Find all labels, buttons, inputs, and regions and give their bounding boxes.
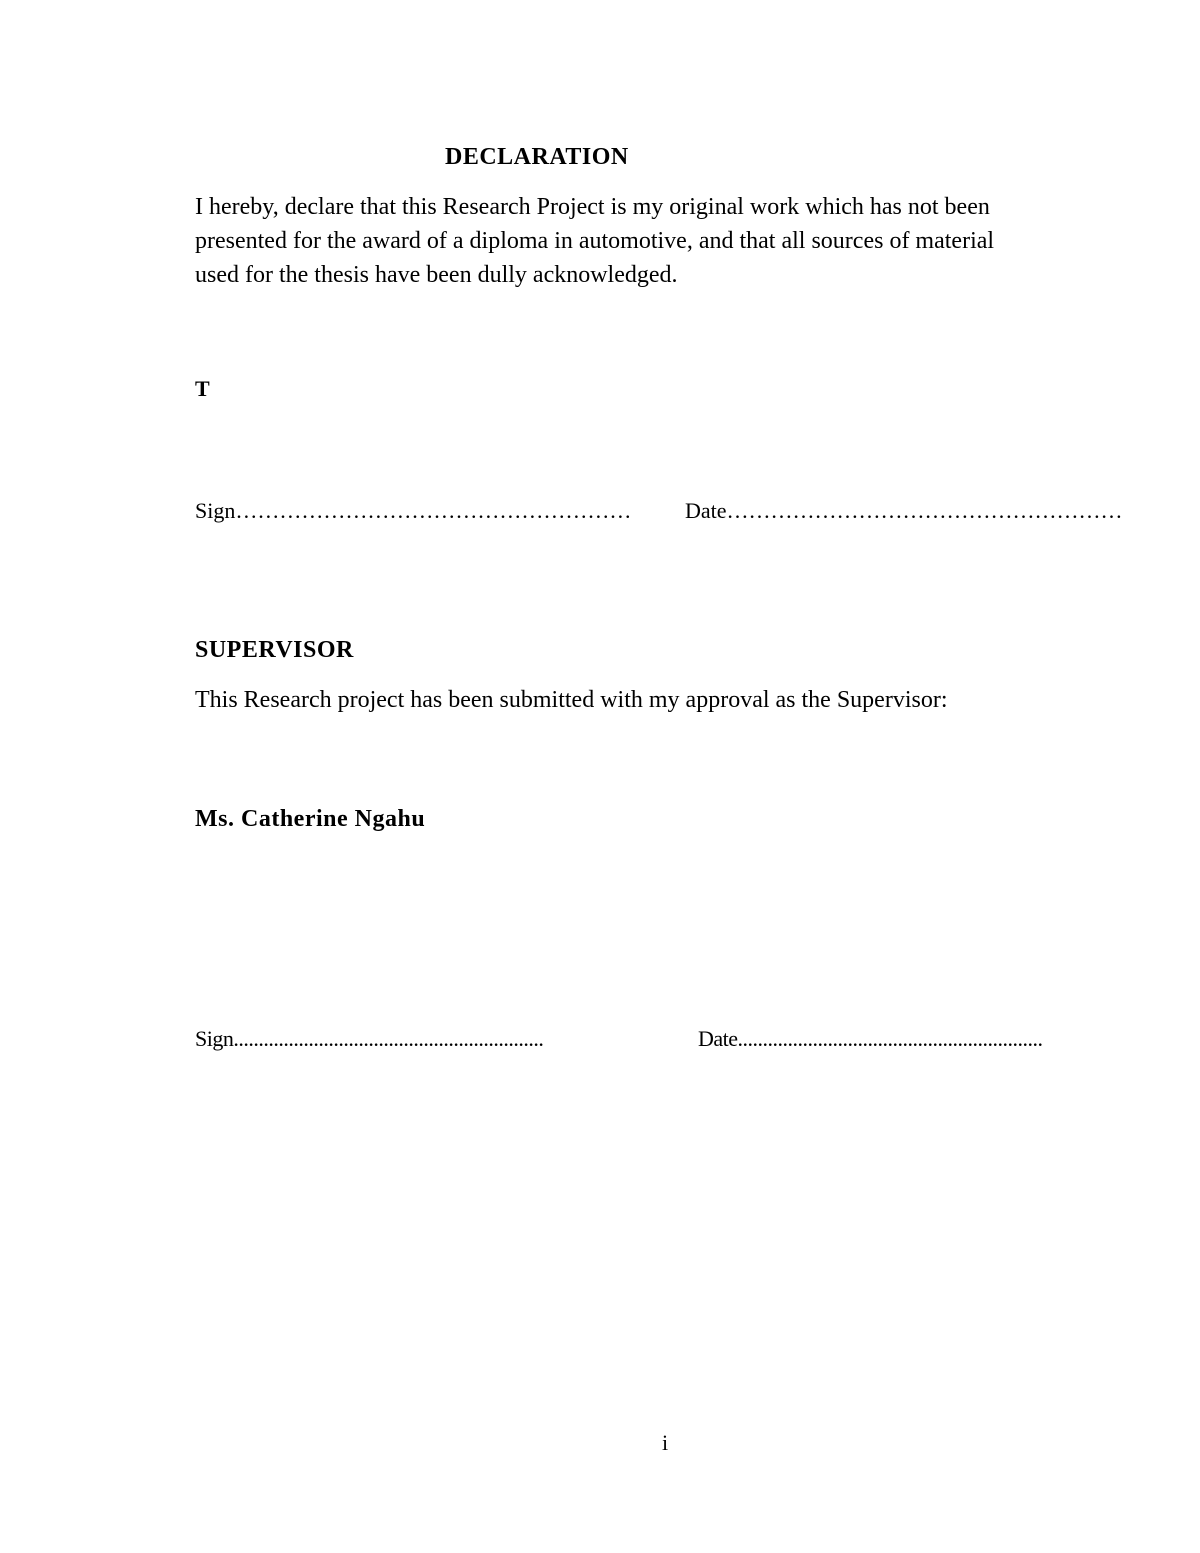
supervisor-statement: This Research project has been submitted with my approval as the Supervisor: xyxy=(195,687,948,713)
page-number: i xyxy=(662,1430,669,1455)
declaration-heading: DECLARATION xyxy=(445,144,629,170)
student-sign-line: Sign……………………………………………… xyxy=(195,498,632,523)
supervisor-heading: SUPERVISOR xyxy=(195,637,354,663)
declaration-line: I hereby, declare that this Research Project is my original work which has not been xyxy=(195,194,990,220)
student-initial: T xyxy=(195,376,211,401)
declaration-paragraph xyxy=(195,190,1120,292)
declaration-line: presented for the award of a diploma in automotive, and that all sources of material xyxy=(195,228,995,254)
supervisor-date-line: Date............................................................. xyxy=(698,1026,1043,1051)
supervisor-name: Ms. Catherine Ngahu xyxy=(195,806,426,832)
supervisor-sign-line: Sign.............................................................. xyxy=(195,1026,544,1051)
declaration-line: used for the thesis have been dully acknowledged. xyxy=(195,262,678,288)
student-date-line: Date……………………………………………… xyxy=(685,498,1123,523)
